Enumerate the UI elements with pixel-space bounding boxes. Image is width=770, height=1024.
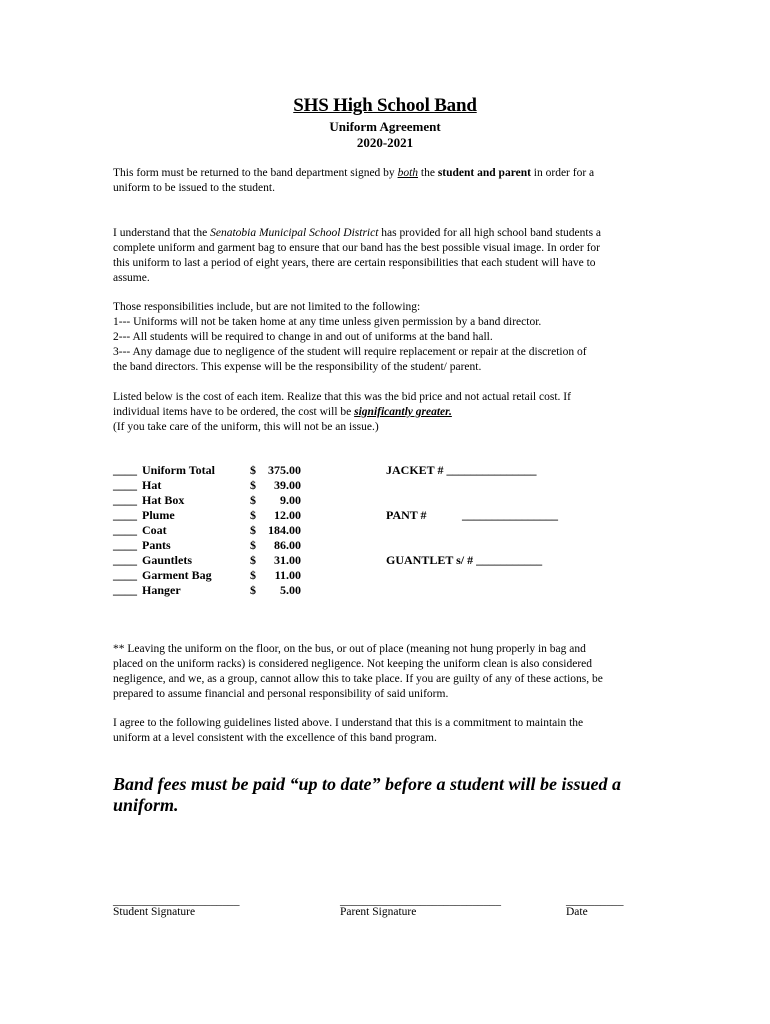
checkbox-blank[interactable]: ____: [113, 523, 137, 537]
cost-row: ____ Garment Bag $ 11.00: [113, 568, 301, 582]
checkbox-blank[interactable]: ____: [113, 553, 137, 567]
responsibility-2: 2--- All students will be required to change in and out of uniforms at the band hall.: [113, 331, 493, 343]
checkbox-blank[interactable]: ____: [113, 478, 137, 492]
cost-row: ____ Uniform Total $ 375.00: [113, 463, 301, 477]
responsibility-3b: the band directors. This expense will be the responsibility of the student/ parent.: [113, 361, 482, 373]
checkbox-blank[interactable]: ____: [113, 583, 137, 597]
cost-row: ____ Hat $ 39.00: [113, 478, 301, 492]
intro-line-2: uniform to be issued to the student.: [113, 182, 275, 194]
cost-note-line-1: Listed below is the cost of each item. Realize that this was the bid price and not actual retail cost. If: [113, 391, 571, 403]
responsibilities-intro: Those responsibilities include, but are not limited to the following:: [113, 301, 421, 313]
student-signature-line[interactable]: ______________________: [113, 895, 240, 907]
checkbox-blank[interactable]: ____: [113, 493, 137, 507]
cost-row: ____ Hanger $ 5.00: [113, 583, 301, 597]
checkbox-blank[interactable]: ____: [113, 538, 137, 552]
band-fees-notice: Band fees must be paid “up to date” before a student will be issued a uniform.: [113, 774, 622, 815]
checkbox-blank[interactable]: ____: [113, 568, 137, 582]
school-year: 2020-2021: [356, 135, 414, 150]
cost-note-line-2: individual items have to be ordered, the cost will be significantly greater.: [113, 406, 452, 418]
intro-line-1: This form must be returned to the band department signed by both the student and parent in order for a: [113, 167, 595, 179]
date-line[interactable]: __________: [566, 895, 624, 907]
negligence-line-4: prepared to assume financial and personal responsibility of said uniform.: [113, 688, 449, 700]
negligence-line-1: ** Leaving the uniform on the floor, on the bus, or out of place (meaning not hung properly in bag and: [113, 643, 586, 655]
intro-both: both: [397, 167, 419, 179]
agree-line-1: I agree to the following guidelines listed above. I understand that this is a commitment to maintain the: [113, 717, 584, 729]
responsibility-3a: 3--- Any damage due to negligence of the student will require replacement or repair at the discretion of: [113, 346, 587, 358]
pant-size-field[interactable]: ________________: [462, 508, 558, 522]
cost-row: ____ Pants $ 86.00: [113, 538, 301, 552]
document-subtitle: Uniform Agreement: [329, 119, 441, 134]
district-name: Senatobia Municipal School District: [210, 227, 379, 239]
jacket-size-field[interactable]: JACKET # _______________: [386, 463, 537, 477]
intro-student-parent: student and parent: [437, 167, 531, 179]
document-title: SHS High School Band: [293, 95, 477, 116]
understand-line-3: this uniform to last a period of eight years, there are certain responsibilities that each student will have to: [113, 257, 596, 269]
cost-note-line-3: (If you take care of the uniform, this will not be an issue.): [113, 421, 379, 433]
checkbox-blank[interactable]: ____: [113, 508, 137, 522]
parent-signature-line[interactable]: ____________________________: [340, 895, 501, 907]
checkbox-blank[interactable]: ____: [113, 463, 137, 477]
understand-line-1: I understand that the Senatobia Municipal School District has provided for all high school band students a: [113, 227, 602, 239]
responsibility-1: 1--- Uniforms will not be taken home at any time unless given permission by a band director.: [113, 316, 542, 328]
cost-row: ____ Gauntlets $ 31.00: [113, 553, 301, 567]
significantly-greater: significantly greater.: [354, 406, 452, 418]
agree-line-2: uniform at a level consistent with the excellence of this band program.: [113, 732, 437, 744]
cost-row: ____ Plume $ 12.00: [113, 508, 301, 522]
understand-line-2: complete uniform and garment bag to ensure that our band has the best possible visual image. In order for: [113, 242, 601, 254]
cost-row: ____ Coat $ 184.00: [113, 523, 301, 537]
student-signature-label: Student Signature: [113, 906, 196, 918]
negligence-line-2: placed on the uniform racks) is considered negligence. Not keeping the uniform clean is also considered: [113, 658, 593, 670]
pant-size-label: PANT #: [386, 508, 427, 522]
cost-row: ____ Hat Box $ 9.00: [113, 493, 301, 507]
negligence-line-3: negligence, and we, as a group, cannot allow this to take place. If you are guilty of any of these actions, be: [113, 673, 603, 685]
parent-signature-label: Parent Signature: [340, 906, 417, 918]
gauntlet-size-field[interactable]: GUANTLET s/ # ___________: [386, 553, 543, 567]
date-label: Date: [566, 906, 588, 918]
understand-line-4: assume.: [113, 272, 150, 284]
